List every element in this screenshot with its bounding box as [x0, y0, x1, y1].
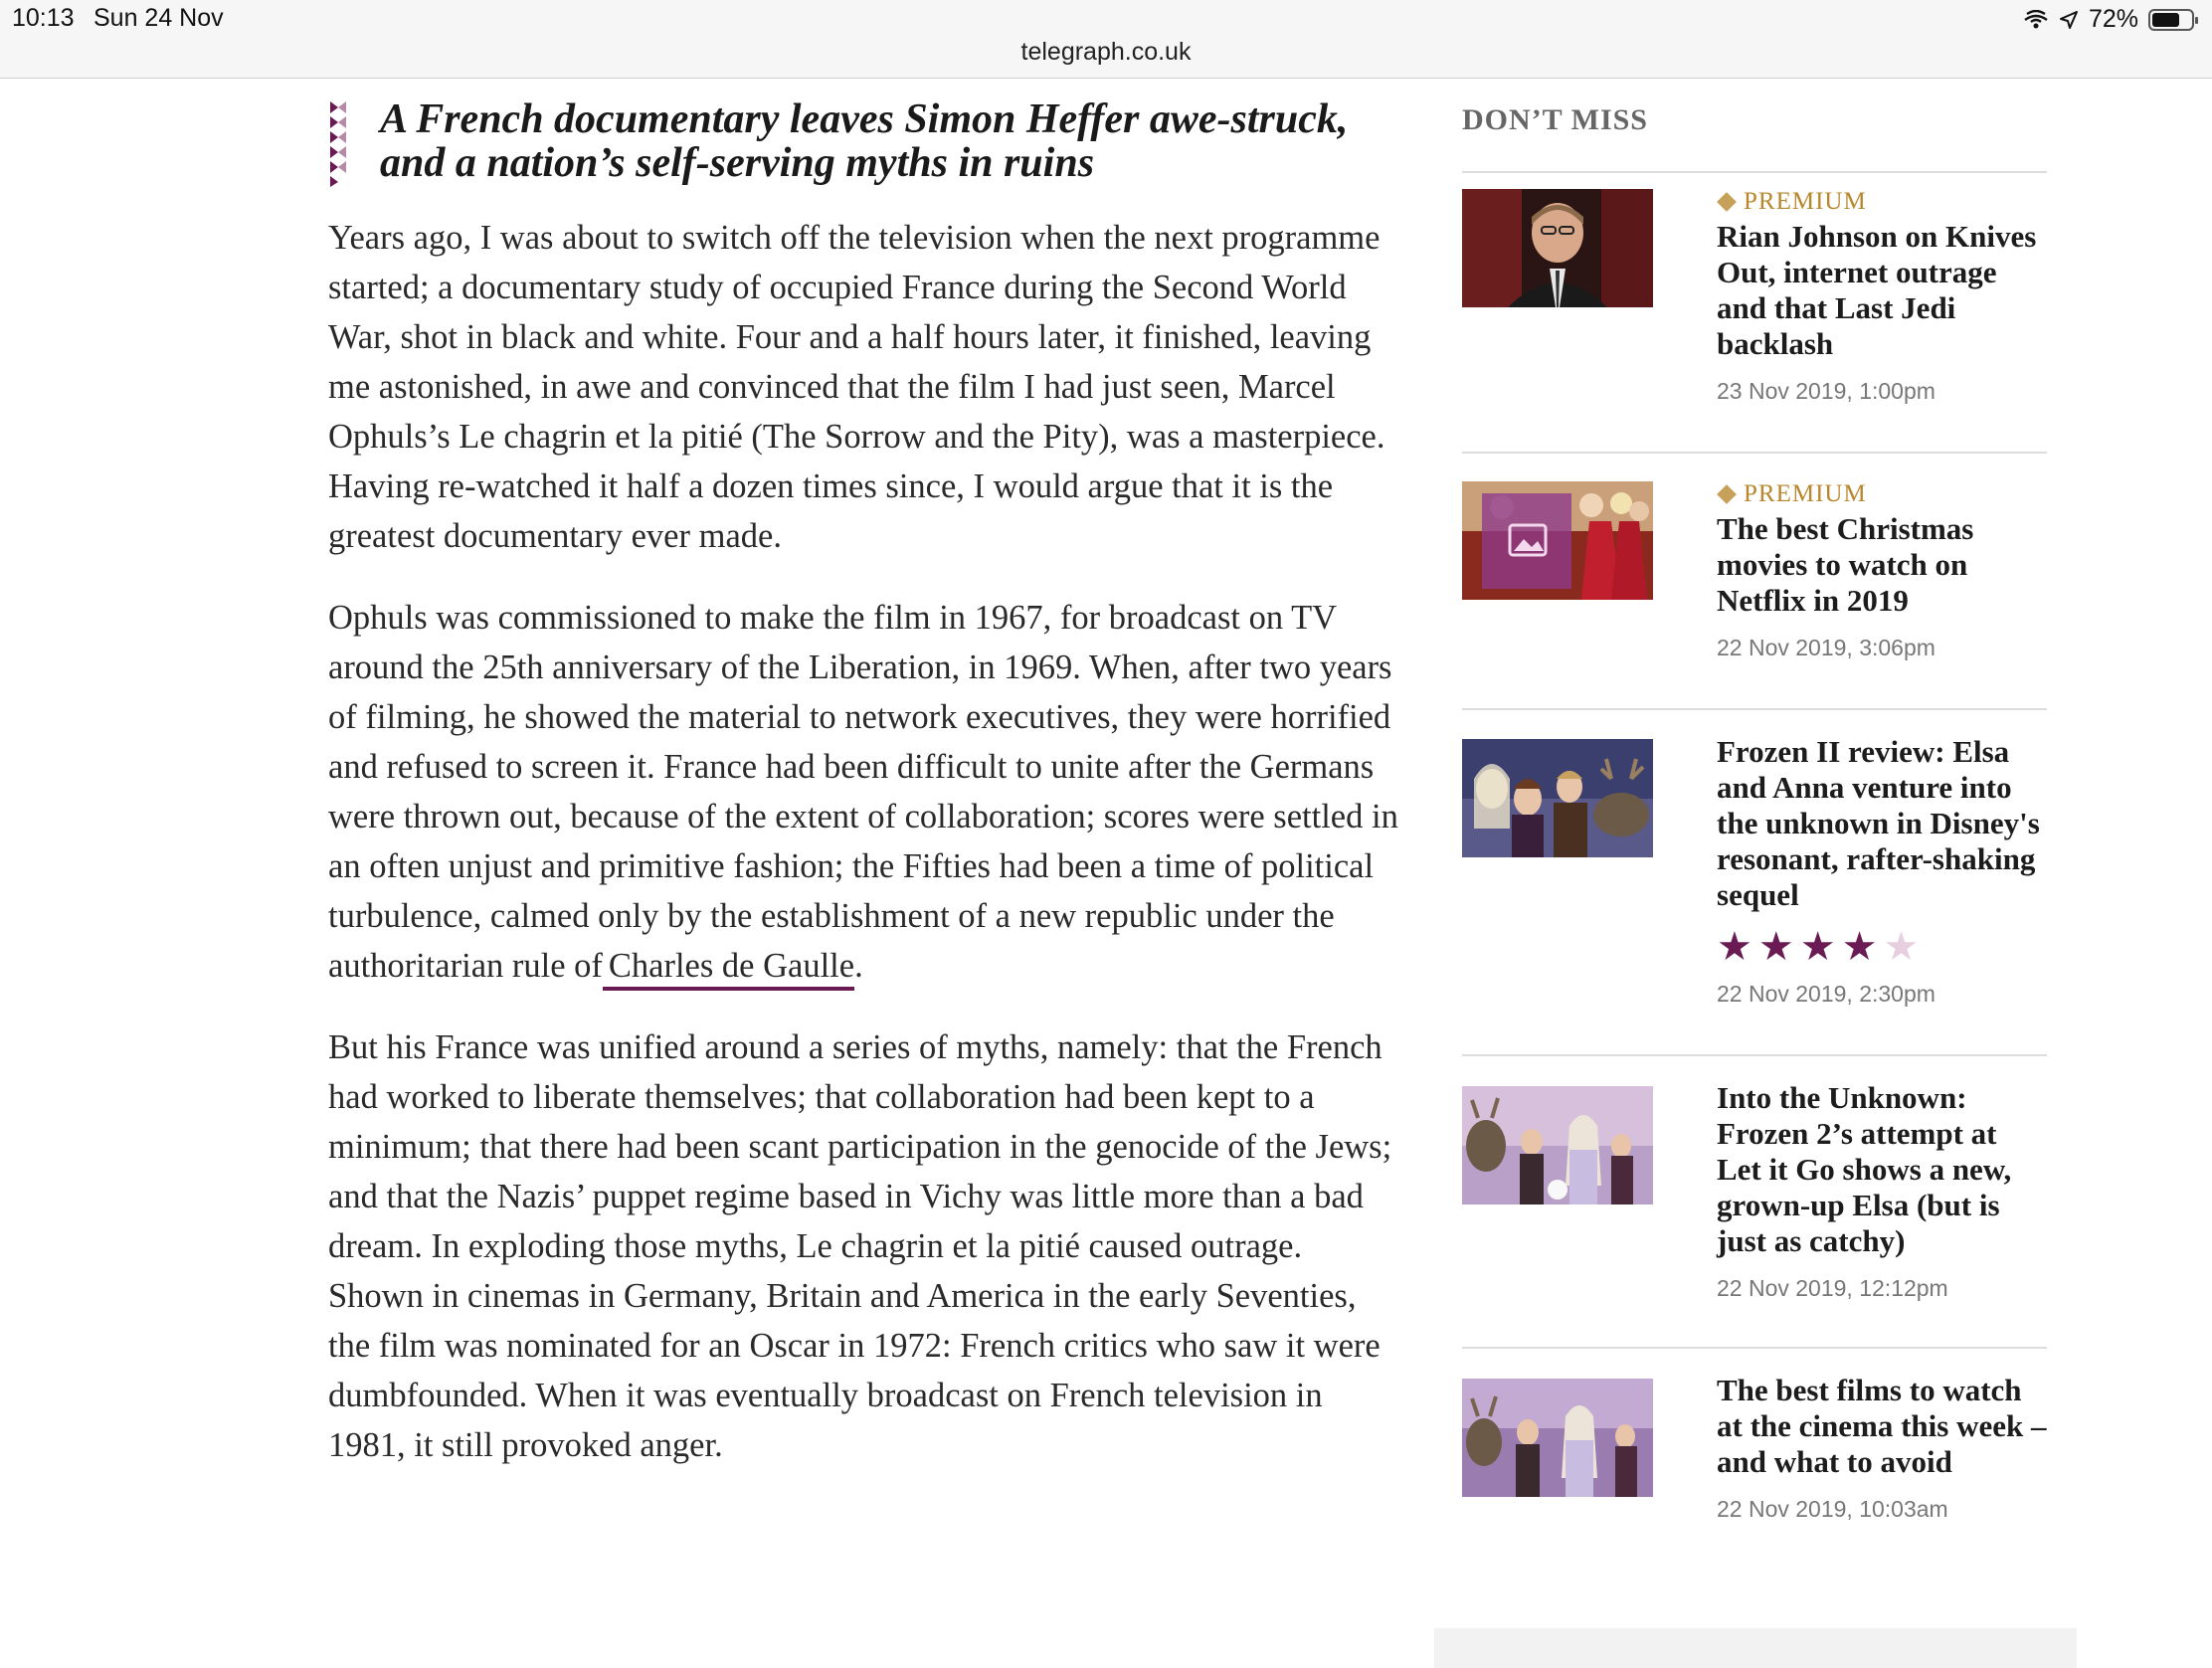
frozen-2-still[interactable]: [1462, 1379, 1653, 1497]
filled-star-icon: ★: [1841, 924, 1878, 969]
sidebar-item-date: 23 Nov 2019, 1:00pm: [1717, 378, 1936, 404]
filled-star-icon: ★: [1757, 924, 1794, 969]
paragraph-end: .: [854, 947, 863, 985]
filled-star-icon: ★: [1717, 924, 1752, 969]
status-time: 10:13: [12, 4, 75, 32]
battery-percent: 72%: [2088, 5, 2138, 33]
filled-star-icon: ★: [1799, 924, 1836, 969]
sidebar-item-frozen-review[interactable]: [1462, 710, 2047, 1056]
dont-miss-sidebar: [1462, 103, 2047, 1617]
sidebar-item-title[interactable]: The best Christmas movies to watch on Netflix in 2019: [1717, 511, 1974, 618]
sidebar-item-best-films[interactable]: [1462, 1349, 2047, 1617]
advertisement-bar: [1434, 1628, 2077, 1668]
article-paragraph: [328, 593, 1402, 991]
premium-label: PREMIUM: [1744, 480, 1867, 507]
premium-diamond-icon: [1717, 192, 1737, 212]
charles-de-gaulle-link[interactable]: Charles de Gaulle: [603, 947, 854, 991]
sidebar-item-christmas-movies[interactable]: [1462, 454, 2047, 710]
screen-mirroring-icon: [2023, 10, 2049, 30]
sidebar-item-title[interactable]: Into the Unknown: Frozen 2’s attempt at Let it Go shows a new, grown-up Elsa (but is just as catchy): [1717, 1080, 2012, 1258]
status-bar: [0, 0, 2212, 79]
empty-star-icon: ★: [1883, 924, 1920, 969]
sidebar-item-date: 22 Nov 2019, 3:06pm: [1717, 635, 1936, 660]
status-date: Sun 24 Nov: [93, 4, 224, 32]
pull-quote-marker-icon: [328, 101, 348, 187]
frozen-2-still[interactable]: [1462, 1086, 1653, 1205]
rian-johnson-photo[interactable]: [1462, 189, 1653, 307]
sidebar-item-date: 22 Nov 2019, 10:03am: [1717, 1496, 1948, 1522]
premium-diamond-icon: [1717, 484, 1737, 504]
sidebar-item-title[interactable]: The best films to watch at the cinema this week – and what to avoid: [1717, 1373, 2047, 1479]
sidebar-item-date: 22 Nov 2019, 12:12pm: [1717, 1275, 1948, 1301]
article-body: [328, 213, 1402, 1502]
sidebar-item-into-the-unknown[interactable]: [1462, 1056, 2047, 1349]
article-standfirst: A French documentary leaves Simon Heffer awe-struck, and a nation’s self-serving myths in ruins: [380, 96, 1349, 186]
battery-icon: [2148, 9, 2194, 31]
premium-badge: [1717, 480, 2047, 508]
premium-badge: [1717, 188, 2047, 216]
star-rating: [1717, 924, 2047, 969]
frozen-2-still[interactable]: [1462, 739, 1653, 857]
location-arrow-icon: [2059, 10, 2079, 30]
paragraph-text: Ophuls was commissioned to make the film in 1967, for broadcast on TV around the 25th anniversary of the Liberation, in 1969. When, after two years of filming, he showed the material to network executives, they were horrified and refused to screen it. France had been difficult to unite after the Germans were thrown out, because of the extent of collaboration; scores were settled in an often unjust and primitive fashion; the Fifties had been a time of political turbulence, calmed only by the establishment of a new republic under the authoritarian rule of: [328, 599, 1398, 985]
address-bar[interactable]: telegraph.co.uk: [1020, 38, 1192, 66]
article-paragraph: But his France was unified around a series of myths, namely: that the French had worked to liberate themselves; that collaboration had been kept to a minimum; that there had been scant participation in the genocide of the Jews; and that the Nazis’ puppet regime based in Vichy was little more than a bad dream. In exploding those myths, Le chagrin et la pitié caused outrage. Shown in cinemas in Germany, Britain and America in the early Seventies, the film was nominated for an Oscar in 1972: French critics who saw it were dumbfounded. When it was eventually broadcast on French television in 1981, it still provoked anger.: [328, 1028, 1392, 1464]
sidebar-item-date: 22 Nov 2019, 2:30pm: [1717, 981, 1936, 1007]
status-indicators: [2023, 5, 2194, 34]
battery-level: [2152, 13, 2179, 27]
sidebar-item-title[interactable]: Frozen II review: Elsa and Anna venture into the unknown in Disney's resonant, rafter-shaking sequel: [1717, 734, 2040, 912]
sidebar-heading: DON’T MISS: [1462, 103, 1648, 136]
premium-label: PREMIUM: [1744, 188, 1867, 215]
sidebar-item-title[interactable]: Rian Johnson on Knives Out, internet outrage and that Last Jedi backlash: [1717, 219, 2037, 361]
sidebar-item-rian-johnson[interactable]: [1462, 173, 2047, 454]
article-paragraph: Years ago, I was about to switch off the television when the next programme started; a documentary study of occupied France during the Second World War, shot in black and white. Four and a half hours later, it finished, leaving me astonished, in awe and convinced that the film I had just seen, Marcel Ophuls’s Le chagrin et la pitié (The Sorrow and the Pity), was a masterpiece. Having re-watched it half a dozen times since, I would argue that it is the greatest documentary ever made.: [328, 219, 1385, 555]
christmas-movies-gallery[interactable]: [1462, 481, 1653, 600]
